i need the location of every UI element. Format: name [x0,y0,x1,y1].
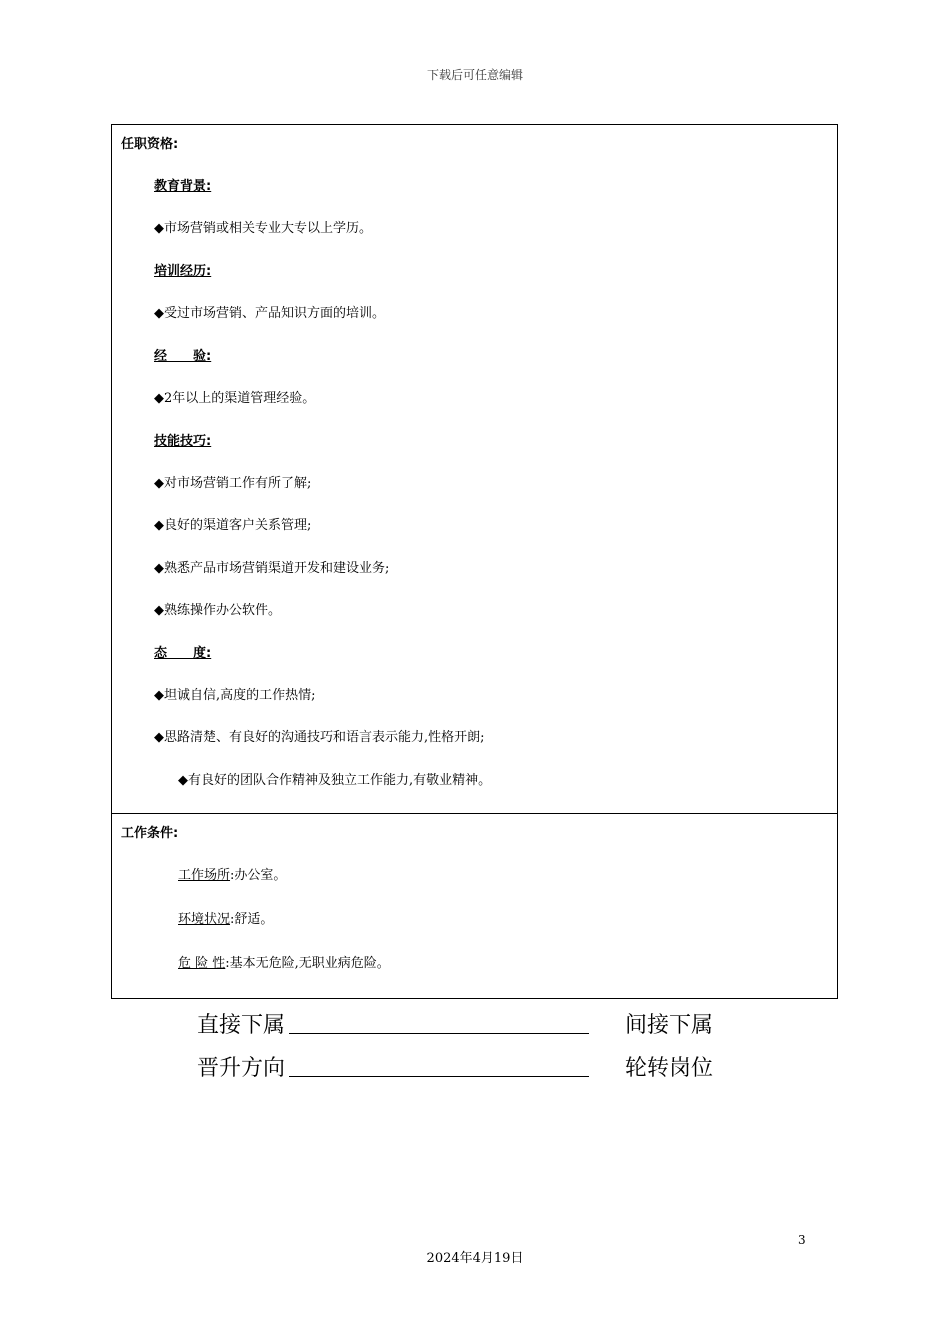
page-number: 3 [798,1233,806,1247]
place-row [178,864,286,883]
qualifications-section [111,124,838,814]
skills-item: ◆熟悉产品市场营销渠道开发和建设业务; [154,561,390,576]
promotion-label: 晋升方向 [197,1056,286,1081]
attitude-item: ◆有良好的团队合作精神及独立工作能力,有敬业精神。 [178,773,492,788]
promotion-blank [289,1076,589,1077]
education-item: ◆市场营销或相关专业大专以上学历。 [154,221,372,236]
attitude-item: ◆思路清楚、有良好的沟通技巧和语言表示能力,性格开朗; [154,730,485,745]
qualifications-title: 任职资格: [121,137,179,152]
environment-value: :舒适。 [230,912,274,927]
conditions-section [111,813,838,999]
training-item: ◆受过市场营销、产品知识方面的培训。 [154,306,385,321]
education-label: 教育背景: [154,179,212,194]
hazard-label: 危 险 性 [178,956,226,971]
rotation-label: 轮转岗位 [625,1056,714,1081]
place-label: 工作场所 [178,868,231,883]
direct-subordinate-label: 直接下属 [197,1013,286,1038]
environment-row [178,908,273,927]
experience-item: ◆2年以上的渠道管理经验。 [154,391,316,406]
hazard-row [178,952,390,971]
training-label: 培训经历: [154,264,212,279]
hazard-value: :基本无危险,无职业病危险。 [225,956,390,971]
header-note: 下载后可任意编辑 [426,68,523,82]
place-value: :办公室。 [230,868,287,883]
skills-item: ◆良好的渠道客户关系管理; [154,518,312,533]
indirect-subordinate-label: 间接下属 [625,1013,714,1038]
environment-label: 环境状况 [178,912,231,927]
skills-item: ◆对市场营销工作有所了解; [154,476,312,491]
attitude-item: ◆坦诚自信,高度的工作热情; [154,688,316,703]
conditions-title: 工作条件: [121,826,179,841]
skills-label: 技能技巧: [154,434,212,449]
direct-subordinate-blank [289,1033,589,1034]
skills-item: ◆熟练操作办公软件。 [154,603,281,618]
footer-date: 2024年4月19日 [426,1251,524,1266]
experience-label: 经 验: [154,349,212,364]
attitude-label: 态 度: [154,646,212,661]
